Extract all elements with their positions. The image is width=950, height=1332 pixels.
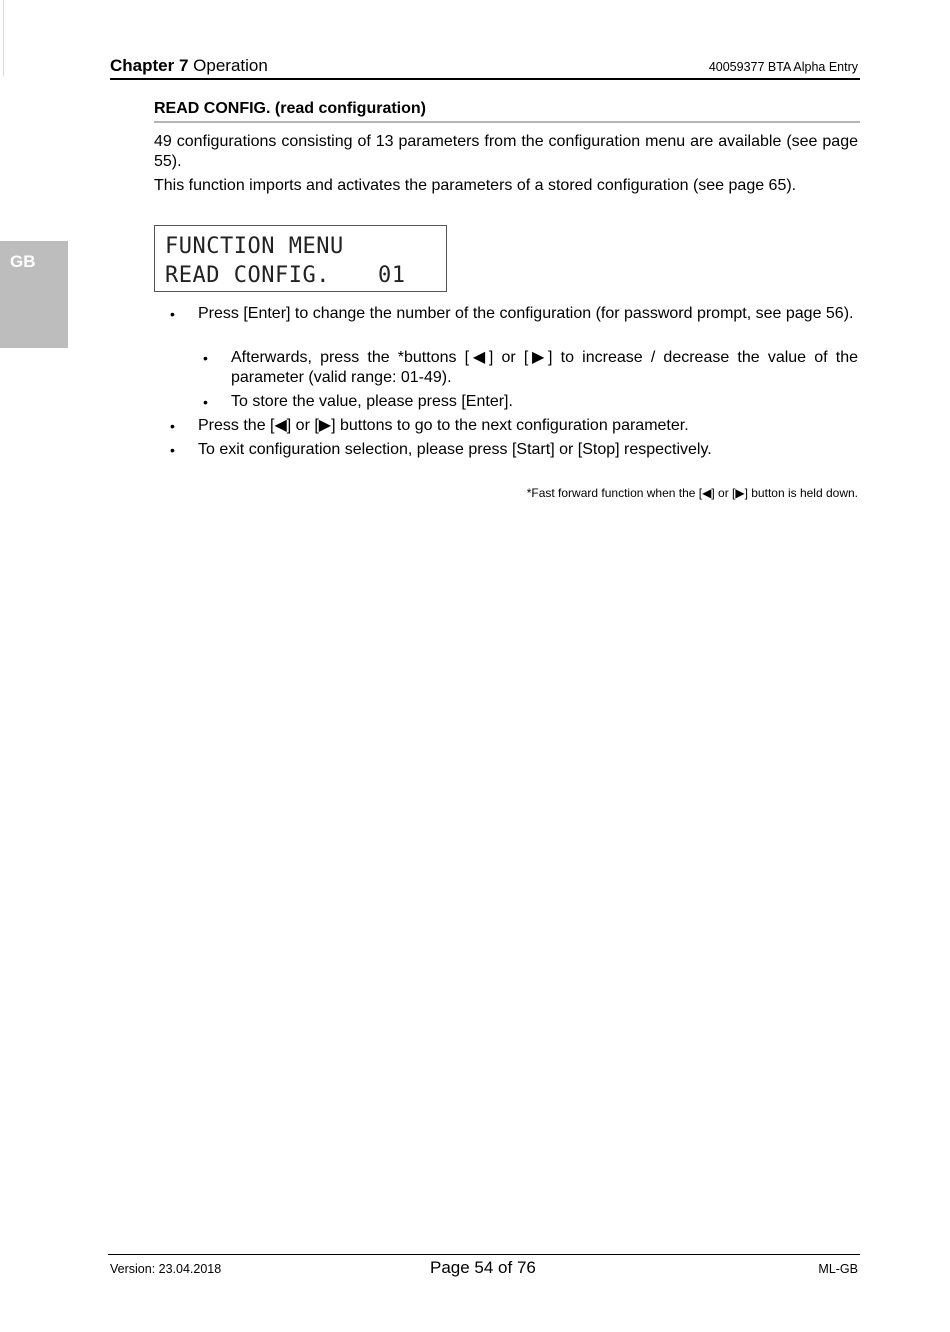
document-reference: 40059377 BTA Alpha Entry bbox=[708, 60, 858, 74]
bullet-icon: • bbox=[203, 350, 208, 366]
language-tab bbox=[0, 241, 68, 348]
bullet-icon: • bbox=[170, 418, 175, 434]
section-title: READ CONFIG. (read configuration) bbox=[154, 99, 860, 123]
lcd-line-1: FUNCTION MENU bbox=[165, 234, 344, 259]
function-paragraph: This function imports and activates the parameters of a stored configuration (see page 65). bbox=[154, 177, 797, 194]
sub-list-item bbox=[203, 348, 858, 388]
chapter-name: Operation bbox=[188, 56, 268, 75]
page-edge-line bbox=[3, 0, 4, 76]
sub-list-item bbox=[203, 392, 858, 412]
list-item-text: To exit configuration selection, please press [Start] or [Stop] respectively. bbox=[198, 441, 712, 458]
footnote: *Fast forward function when the [◀] or [▶] button is held down. bbox=[526, 486, 858, 500]
list-item-text: Afterwards, press the *buttons [◀] or [▶] to increase / decrease the value of the parameter (valid range: 01-49). bbox=[231, 349, 858, 386]
list-item bbox=[170, 440, 858, 460]
page-footer bbox=[108, 1254, 860, 1283]
chapter-title bbox=[110, 56, 268, 76]
list-item-text: Press the [◀] or [▶] buttons to go to the next configuration parameter. bbox=[198, 417, 689, 434]
list-item bbox=[170, 304, 858, 324]
chapter-number: Chapter 7 bbox=[110, 56, 189, 75]
bullet-icon: • bbox=[203, 394, 208, 410]
list-item bbox=[170, 416, 858, 436]
lcd-display bbox=[154, 225, 447, 292]
language-tab-label: GB bbox=[10, 252, 36, 271]
version-label: Version: 23.04.2018 bbox=[110, 1262, 222, 1276]
bullet-icon: • bbox=[170, 306, 175, 322]
lcd-config-number: 01 bbox=[378, 263, 406, 288]
page-header bbox=[110, 56, 860, 80]
list-item-text: To store the value, please press [Enter]. bbox=[231, 393, 513, 410]
bullet-icon: • bbox=[170, 442, 175, 458]
lcd-line-2: READ CONFIG. bbox=[165, 263, 330, 288]
page-number: Page 54 of 76 bbox=[430, 1258, 536, 1277]
list-item-text: Press [Enter] to change the number of the configuration (for password prompt, see page 56). bbox=[198, 305, 854, 322]
language-code: ML-GB bbox=[818, 1262, 858, 1276]
intro-paragraph: 49 configurations consisting of 13 parameters from the configuration menu are available (see page 55). bbox=[154, 133, 858, 170]
